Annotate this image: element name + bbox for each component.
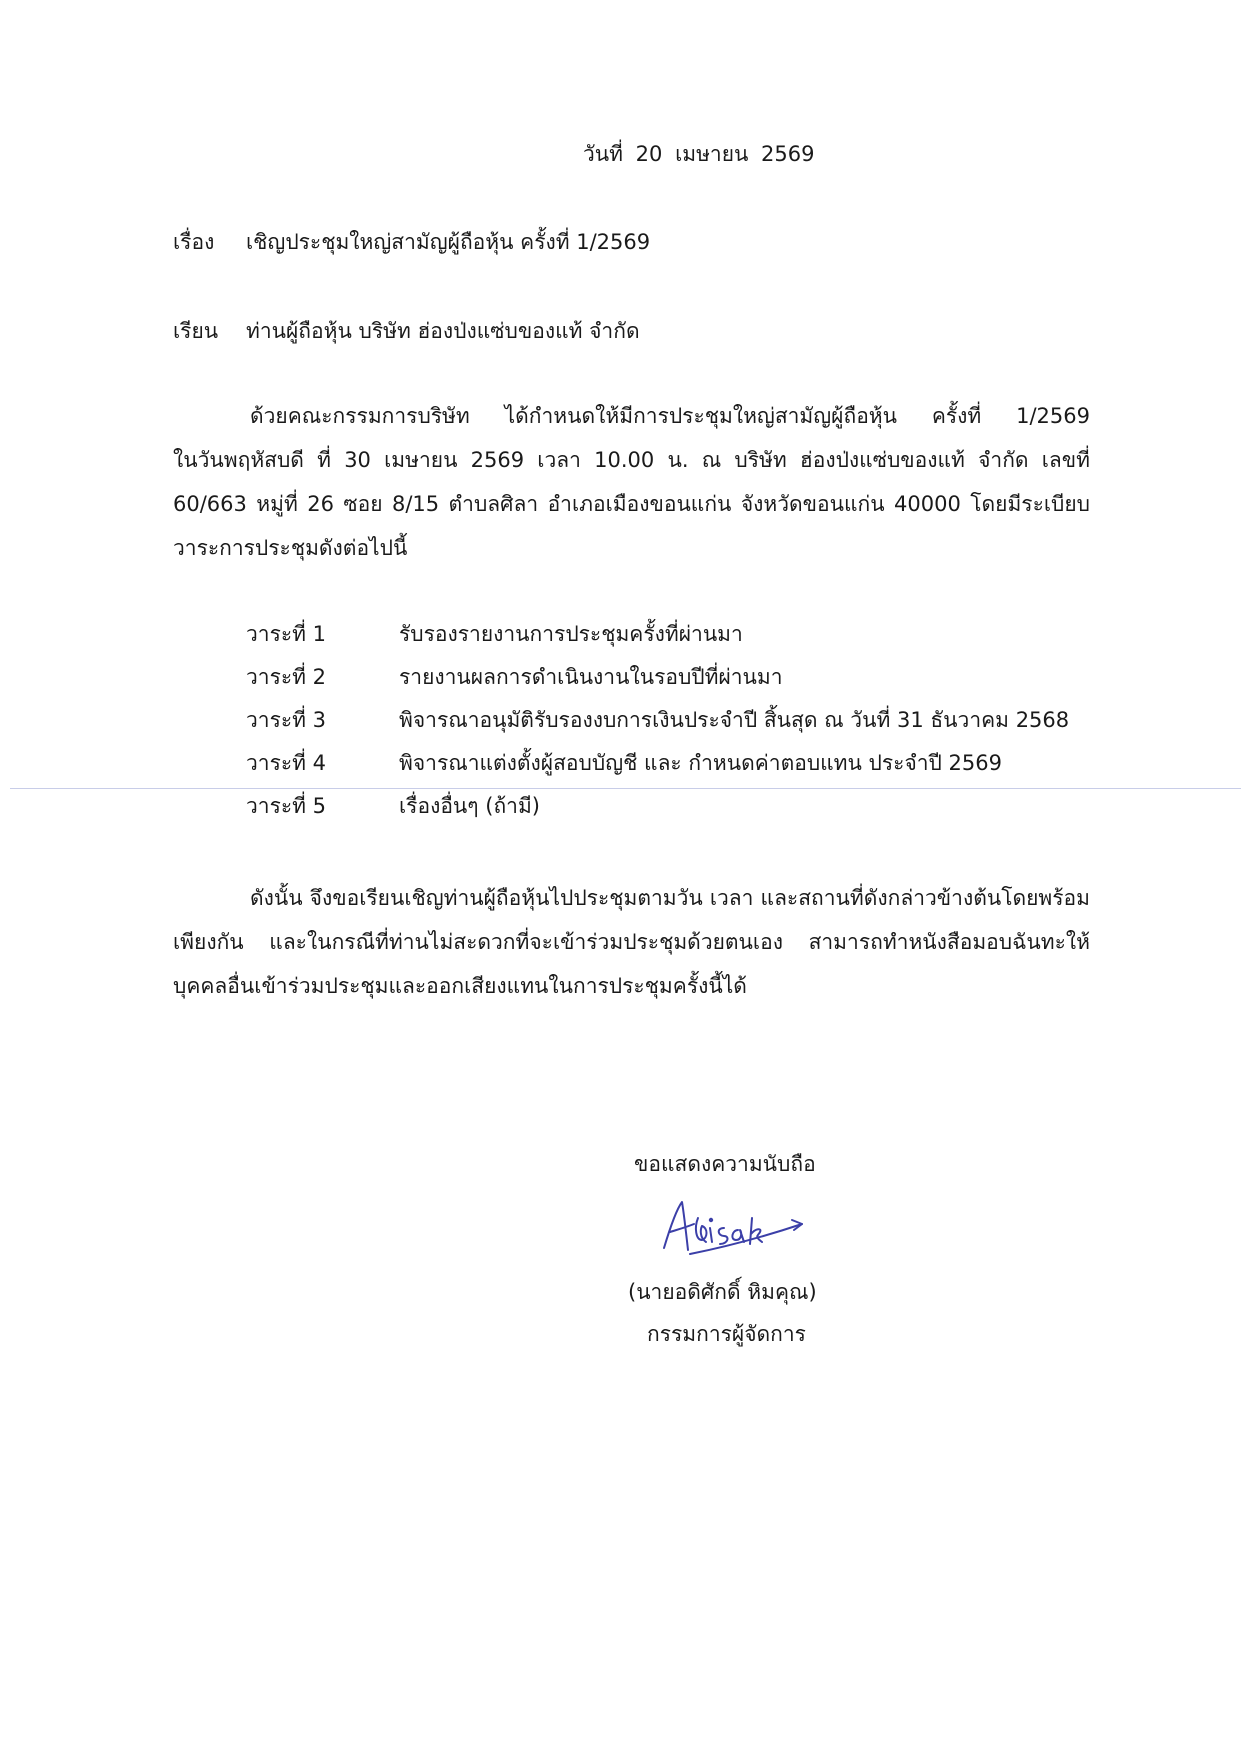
recipient-text: ท่านผู้ถือหุ้น บริษัท ฮ่องป่งแซ่บของแท้ จำกัด: [246, 319, 640, 343]
intro-line: วาระการประชุมดังต่อไปนี้: [173, 536, 408, 560]
agenda-item-label: วาระที่ 4: [246, 751, 327, 775]
closing-salutation: ขอแสดงความนับถือ: [634, 1152, 816, 1176]
agenda-item-text: พิจารณาแต่งตั้งผู้สอบบัญชี และ กำหนดค่าตอบแทน ประจำปี 2569: [399, 751, 1002, 775]
intro-paragraph: [173, 394, 1090, 570]
agenda-item-text: เรื่องอื่นๆ (ถ้ามี): [399, 794, 540, 818]
agenda-item-label: วาระที่ 3: [246, 708, 327, 732]
scan-divider-line: [10, 788, 1241, 789]
agenda-item-text: รายงานผลการดำเนินงานในรอบปีที่ผ่านมา: [399, 665, 783, 689]
closing-line: ดังนั้น จึงขอเรียนเชิญท่านผู้ถือหุ้นไปประชุมตามวัน เวลา และสถานที่ดังกล่าวข้างต้นโดยพร้อม: [250, 886, 1090, 910]
subject-text: เชิญประชุมใหญ่สามัญผู้ถือหุ้น ครั้งที่ 1/2569: [246, 230, 651, 254]
closing-paragraph: [173, 876, 1090, 1008]
agenda-item-text: รับรองรายงานการประชุมครั้งที่ผ่านมา: [399, 622, 743, 646]
closing-line: บุคคลอื่นเข้าร่วมประชุมและออกเสียงแทนในการประชุมครั้งนี้ได้: [173, 974, 747, 998]
signatory-name: (นายอดิศักดิ์ หิมคุณ): [628, 1280, 817, 1304]
agenda-item: [246, 742, 1069, 785]
agenda-item-label: วาระที่ 1: [246, 622, 327, 646]
intro-line: ในวันพฤหัสบดี ที่ 30 เมษายน 2569 เวลา 10.00 น. ณ บริษัท ฮ่องป่งแซ่บของแท้ จำกัด เลขที่: [173, 448, 1090, 472]
agenda-item-label: วาระที่ 5: [246, 794, 327, 818]
agenda-item: [246, 699, 1069, 742]
recipient-label: เรียน: [173, 319, 219, 343]
intro-line: ด้วยคณะกรรมการบริษัท ได้กำหนดให้มีการประชุมใหญ่สามัญผู้ถือหุ้น ครั้งที่ 1/2569: [250, 404, 1090, 428]
agenda-item-text: พิจารณาอนุมัติรับรองงบการเงินประจำปี สิ้นสุด ณ วันที่ 31 ธันวาคม 2568: [399, 708, 1070, 732]
agenda-item: [246, 656, 1069, 699]
intro-line: 60/663 หมู่ที่ 26 ซอย 8/15 ตำบลศิลา อำเภอเมืองขอนแก่น จังหวัดขอนแก่น 40000 โดยมีระเบียบ: [173, 492, 1090, 516]
agenda-item: [246, 613, 1069, 656]
signatory-position: กรรมการผู้จัดการ: [647, 1322, 806, 1346]
agenda-item-label: วาระที่ 2: [246, 665, 327, 689]
agenda-item: [246, 785, 1069, 828]
handwritten-signature: [650, 1188, 810, 1268]
letter-date: วันที่ 20 เมษายน 2569: [583, 142, 815, 166]
closing-line: เพียงกัน และในกรณีที่ท่านไม่สะดวกที่จะเข้าร่วมประชุมด้วยตนเอง สามารถทำหนังสือมอบฉันทะให้: [173, 930, 1090, 954]
subject-label: เรื่อง: [173, 230, 215, 254]
agenda-list: [246, 613, 1069, 828]
